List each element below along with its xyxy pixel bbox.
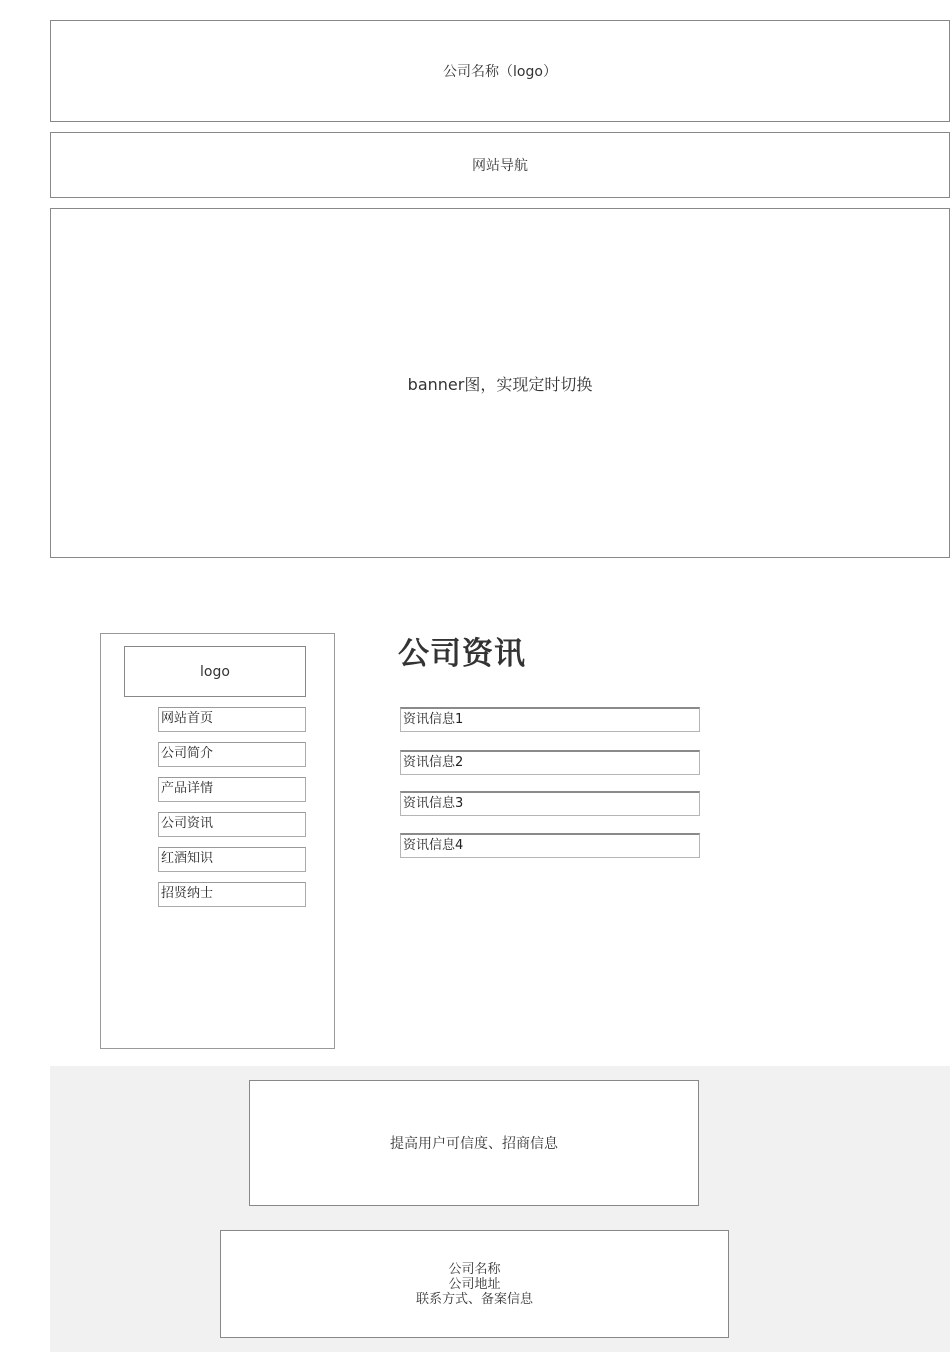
banner-label: banner图，实现定时切换 bbox=[407, 374, 593, 394]
sidebar-item-label: 公司简介 bbox=[161, 746, 214, 761]
footer-trust-box[interactable] bbox=[249, 1080, 699, 1206]
sidebar-item-wine-knowledge[interactable] bbox=[158, 847, 306, 872]
sidebar-item-about[interactable] bbox=[158, 742, 306, 767]
sidebar-item-label: 产品详情 bbox=[161, 781, 214, 796]
sidebar-logo-label: logo bbox=[200, 663, 230, 680]
site-navigation-label: 网站导航 bbox=[472, 158, 528, 174]
news-item-label: 资讯信息2 bbox=[403, 755, 464, 770]
sidebar-item-label: 招贤纳士 bbox=[161, 886, 214, 901]
header-logo-box[interactable] bbox=[50, 20, 950, 122]
footer-company-name: 公司名称 bbox=[448, 1261, 501, 1277]
news-item-label: 资讯信息3 bbox=[403, 796, 464, 811]
footer-company-info-box bbox=[220, 1230, 729, 1338]
footer-company-address: 公司地址 bbox=[448, 1276, 501, 1292]
sidebar-item-news[interactable] bbox=[158, 812, 306, 837]
footer-trust-label: 提高用户可信度、招商信息 bbox=[390, 1136, 558, 1152]
news-item[interactable] bbox=[400, 750, 700, 775]
news-item[interactable] bbox=[400, 833, 700, 858]
site-navigation-box[interactable] bbox=[50, 132, 950, 198]
sidebar-item-careers[interactable] bbox=[158, 882, 306, 907]
footer-contact-info: 联系方式、备案信息 bbox=[415, 1291, 533, 1307]
page-title: 公司资讯 bbox=[398, 636, 526, 672]
sidebar-logo-box[interactable] bbox=[124, 646, 306, 697]
sidebar-item-label: 网站首页 bbox=[161, 711, 214, 726]
news-item-label: 资讯信息1 bbox=[403, 712, 464, 727]
news-item[interactable] bbox=[400, 707, 700, 732]
sidebar-item-label: 红酒知识 bbox=[161, 851, 214, 866]
banner-box[interactable] bbox=[50, 208, 950, 558]
sidebar-item-home[interactable] bbox=[158, 707, 306, 732]
news-item[interactable] bbox=[400, 791, 700, 816]
news-item-label: 资讯信息4 bbox=[403, 838, 464, 853]
sidebar-item-products[interactable] bbox=[158, 777, 306, 802]
sidebar-item-label: 公司资讯 bbox=[161, 816, 214, 831]
header-logo-label: 公司名称（logo） bbox=[443, 64, 557, 80]
